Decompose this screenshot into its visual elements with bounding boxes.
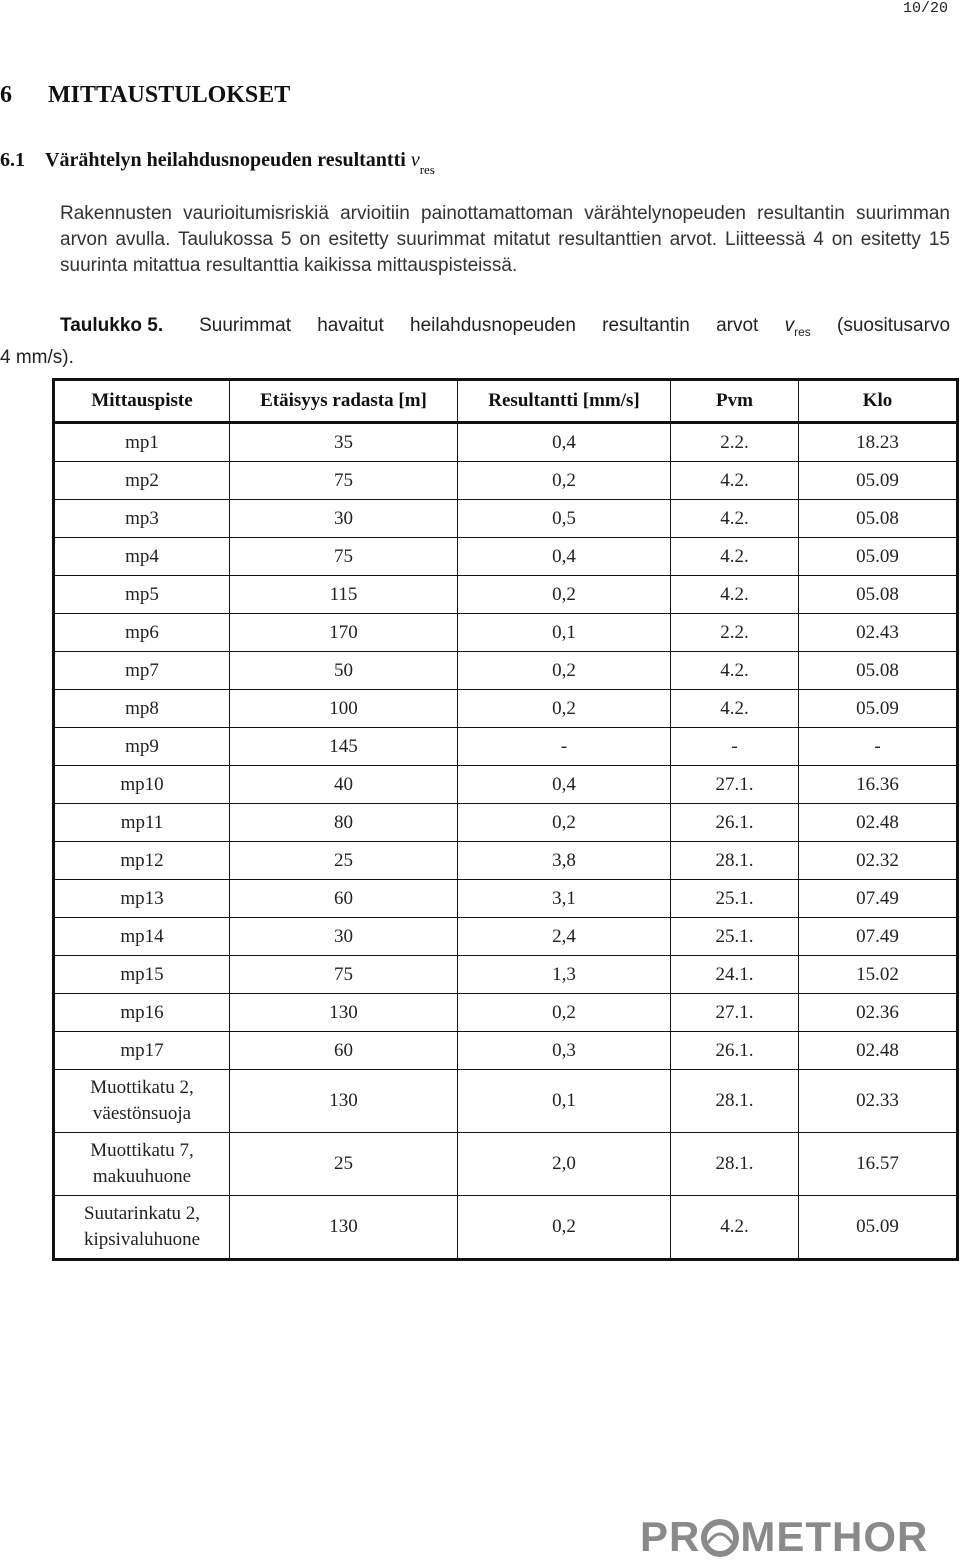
table-cell: mp17 [54, 1032, 230, 1070]
table-cell: 0,5 [458, 500, 671, 538]
table-cell: 25 [230, 1133, 458, 1196]
table-cell: mp4 [54, 538, 230, 576]
table-cell: 27.1. [671, 994, 799, 1032]
table-row [54, 880, 958, 918]
caption-symbol: v [784, 315, 795, 336]
intro-paragraph: Rakennusten vaurioitumisriskiä arvioitiin painottamattoman värähtelynopeuden resultantin suurimman arvon avulla. Taulukossa 5 on esitetty suurimmat mitatut resultanttien arvot. Liitteessä 4 on esitetty 15 suurinta mitattua resultanttia kaikissa mittauspisteissä. [60, 203, 950, 276]
logo-text-start: PR [640, 1513, 701, 1560]
caption-text: Suurimmat havaitut heilahdusnopeuden resultantin arvot [199, 315, 759, 336]
table-cell: 75 [230, 956, 458, 994]
table-cell: 130 [230, 1196, 458, 1260]
table-cell: - [458, 728, 671, 766]
section-title: MITTAUSTULOKSET [48, 82, 291, 108]
table-cell: 0,3 [458, 1032, 671, 1070]
location-line2: väestönsuoja [92, 1103, 192, 1124]
table-cell: mp11 [54, 804, 230, 842]
table-cell: 75 [230, 538, 458, 576]
subsection-title: Värähtelyn heilahdusnopeuden resultantti [45, 149, 406, 171]
table-cell: mp13 [54, 880, 230, 918]
table-cell: 4.2. [671, 652, 799, 690]
table-row [54, 1196, 958, 1260]
caption-tail: 4 mm/s). [0, 346, 74, 368]
page-number: 10/20 [902, 0, 948, 17]
table-cell-location [54, 1133, 230, 1196]
table-cell: 05.08 [799, 576, 958, 614]
subsection-symbol: v [410, 149, 420, 171]
table-cell: 130 [230, 994, 458, 1032]
table-cell: mp6 [54, 614, 230, 652]
table-cell: 02.36 [799, 994, 958, 1032]
section-heading [0, 82, 290, 109]
table-cell: 145 [230, 728, 458, 766]
table-cell: 30 [230, 500, 458, 538]
table-caption [0, 313, 951, 371]
table-cell: - [671, 728, 799, 766]
section-number: 6 [0, 82, 12, 108]
table-cell: 30 [230, 918, 458, 956]
table-cell: mp2 [54, 462, 230, 500]
table-cell: 0,4 [458, 538, 671, 576]
table-row [54, 462, 958, 500]
table-cell: 80 [230, 804, 458, 842]
table-cell: 3,8 [458, 842, 671, 880]
table-cell: 28.1. [671, 1133, 799, 1196]
table-cell: mp5 [54, 576, 230, 614]
table-cell: 25.1. [671, 880, 799, 918]
table-cell: 07.49 [799, 880, 958, 918]
table-row [54, 994, 958, 1032]
table-cell: 170 [230, 614, 458, 652]
table-cell: 130 [230, 1070, 458, 1133]
table-cell: 4.2. [671, 538, 799, 576]
table-cell: 05.08 [799, 652, 958, 690]
table-cell: mp3 [54, 500, 230, 538]
table-cell: 0,4 [458, 423, 671, 462]
table-cell: 50 [230, 652, 458, 690]
table-cell: 2,0 [458, 1133, 671, 1196]
table-row [54, 728, 958, 766]
table-cell: 2.2. [671, 423, 799, 462]
table-cell: 15.02 [799, 956, 958, 994]
table-cell: 28.1. [671, 1070, 799, 1133]
location-line2: kipsivaluhuone [83, 1229, 201, 1250]
table-row [54, 918, 958, 956]
table-cell: 40 [230, 766, 458, 804]
table-cell: 100 [230, 690, 458, 728]
table-cell: 4.2. [671, 1196, 799, 1260]
table-row [54, 804, 958, 842]
table-row [54, 956, 958, 994]
table-cell: mp12 [54, 842, 230, 880]
table-cell: 02.48 [799, 804, 958, 842]
table-cell: mp14 [54, 918, 230, 956]
table-header-row [54, 380, 958, 423]
table-cell: 0,2 [458, 576, 671, 614]
table-row [54, 1133, 958, 1196]
logo-text-end: METHOR [740, 1513, 929, 1560]
table-cell: 60 [230, 1032, 458, 1070]
caption-text-after: (suositusarvo [837, 315, 951, 336]
table-cell: - [799, 728, 958, 766]
table-cell: 0,2 [458, 1196, 671, 1260]
caption-subscript: res [794, 324, 811, 339]
table-cell: 35 [230, 423, 458, 462]
table-cell: 05.09 [799, 690, 958, 728]
table-cell: 4.2. [671, 500, 799, 538]
subsection-number: 6.1 [0, 149, 25, 171]
table-cell: 0,2 [458, 462, 671, 500]
table-cell: 25.1. [671, 918, 799, 956]
table-cell: 4.2. [671, 462, 799, 500]
table-cell: 18.23 [799, 423, 958, 462]
table-cell: mp8 [54, 690, 230, 728]
table-row [54, 538, 958, 576]
logo-o-icon [700, 1517, 740, 1557]
table-cell: 0,2 [458, 652, 671, 690]
header-pvm: Pvm [671, 380, 799, 423]
promethor-logo [640, 1515, 950, 1559]
table-cell: 16.36 [799, 766, 958, 804]
table-cell: 0,1 [458, 614, 671, 652]
header-mittauspiste: Mittauspiste [54, 380, 230, 423]
table-cell-location [54, 1070, 230, 1133]
header-resultantti: Resultantti [mm/s] [458, 380, 671, 423]
table-cell: 02.43 [799, 614, 958, 652]
table-cell: 26.1. [671, 804, 799, 842]
table-cell: 2,4 [458, 918, 671, 956]
subsection-heading [0, 149, 435, 175]
table-row [54, 423, 958, 462]
table-cell: 0,2 [458, 690, 671, 728]
table-cell: 60 [230, 880, 458, 918]
table-cell: 115 [230, 576, 458, 614]
table-cell: mp7 [54, 652, 230, 690]
table-cell: 4.2. [671, 690, 799, 728]
table-row [54, 766, 958, 804]
table-row [54, 614, 958, 652]
table-cell: 3,1 [458, 880, 671, 918]
table-cell: 16.57 [799, 1133, 958, 1196]
table-cell: 02.32 [799, 842, 958, 880]
header-etaisyys: Etäisyys radasta [m] [230, 380, 458, 423]
table-cell: 05.09 [799, 462, 958, 500]
caption-label: Taulukko 5. [60, 315, 164, 336]
table-cell: 75 [230, 462, 458, 500]
results-table [52, 378, 959, 1261]
table-row [54, 500, 958, 538]
table-cell: 28.1. [671, 842, 799, 880]
table-cell: 0,2 [458, 994, 671, 1032]
table-cell: 0,4 [458, 766, 671, 804]
table-cell: 0,1 [458, 1070, 671, 1133]
location-line2: makuuhuone [92, 1166, 192, 1187]
table-row [54, 1032, 958, 1070]
table-cell: 02.48 [799, 1032, 958, 1070]
subsection-subscript: res [419, 162, 435, 177]
table-cell: 02.33 [799, 1070, 958, 1133]
table-row [54, 576, 958, 614]
table-cell: mp15 [54, 956, 230, 994]
table-cell: 24.1. [671, 956, 799, 994]
table-cell: 27.1. [671, 766, 799, 804]
location-line1: Suutarinkatu 2, [83, 1203, 201, 1224]
table-cell: mp9 [54, 728, 230, 766]
table-row [54, 652, 958, 690]
table-cell: 05.09 [799, 538, 958, 576]
table-row [54, 842, 958, 880]
table-cell: 4.2. [671, 576, 799, 614]
table-cell: 0,2 [458, 804, 671, 842]
table-cell: 25 [230, 842, 458, 880]
table-row [54, 690, 958, 728]
table-cell: 07.49 [799, 918, 958, 956]
table-cell: mp16 [54, 994, 230, 1032]
table-body [54, 423, 958, 1260]
table-cell: mp10 [54, 766, 230, 804]
table-cell: 05.08 [799, 500, 958, 538]
table-row [54, 1070, 958, 1133]
location-line1: Muottikatu 2, [90, 1077, 194, 1098]
table-cell: mp1 [54, 423, 230, 462]
table-cell: 1,3 [458, 956, 671, 994]
location-line1: Muottikatu 7, [90, 1140, 194, 1161]
table-cell: 2.2. [671, 614, 799, 652]
table-cell: 26.1. [671, 1032, 799, 1070]
table-cell: 05.09 [799, 1196, 958, 1260]
header-klo: Klo [799, 380, 958, 423]
table-cell-location [54, 1196, 230, 1260]
